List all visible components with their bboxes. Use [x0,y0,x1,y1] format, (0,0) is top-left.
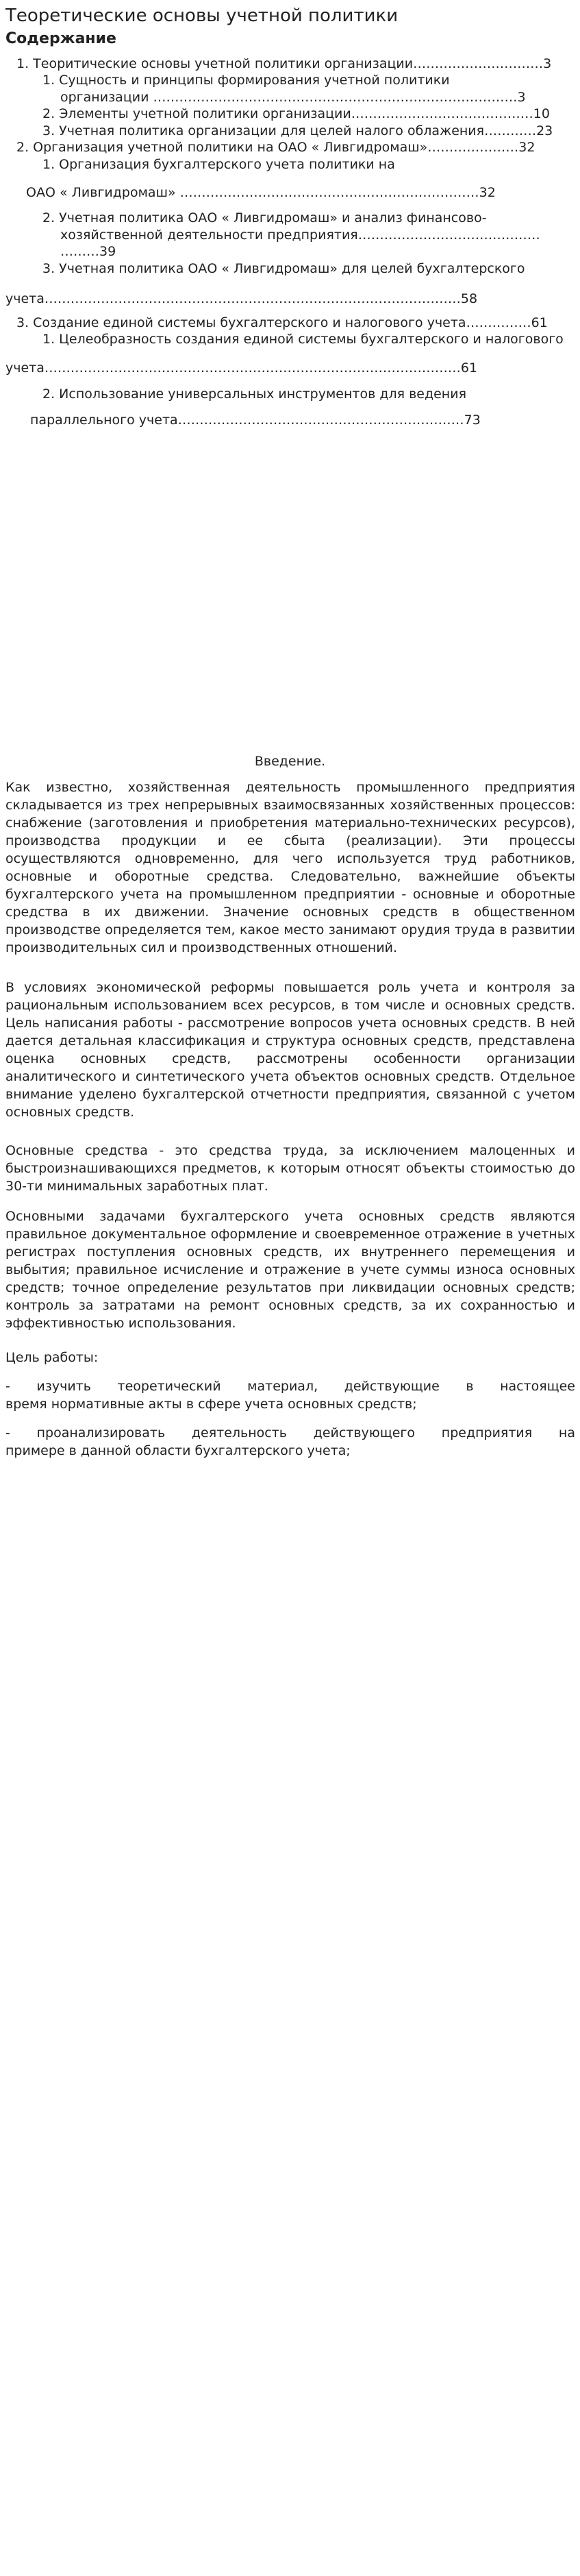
paragraph-line: оценка основных средств, рассмотрены особенности организации [5,1051,575,1066]
paragraph-line: 30-ти минимальных заработных плат. [5,1179,268,1194]
paragraph-line: регистрах поступления основных средств, их внутреннего перемещения и [5,1244,575,1260]
paragraph-line: дается детальная классификация и структура основных средств, представлена [5,1033,575,1048]
paragraph-line: эффективностью использования. [5,1316,236,1331]
paragraph-line: Основные средства - это средства труда, за исключением малоценных и [5,1143,575,1158]
paragraph-line: осуществляются одновременно, для чего используется труд работников, [5,851,575,866]
paragraph-line: основных средств. [5,1105,135,1120]
document-title: Теоретические основы учетной политики [5,5,399,26]
paragraph-line: правильное документальное оформление и своевременное отражение в учетных [5,1227,575,1242]
paragraph-line: - изучить теоретический материал, действующие в настоящее [5,1379,575,1394]
intro-heading: Введение. [254,754,326,769]
toc-entry: 2. Элементы учетной политики организации……………………………………10 [42,106,550,121]
paragraph-line: время нормативные акты в сфере учета основных средств; [5,1397,417,1412]
paragraph-line: выбытия; правильное исчисление и отражение в учете суммы износа основных [5,1262,575,1277]
paragraph-line: Цель работы: [5,1350,99,1365]
paragraph-line: Цель написания работы - рассмотрение вопросов учета основных средств. В ней [5,1016,575,1031]
toc-entry: организации …………………………………………………………………………3 [60,90,526,105]
paragraph-line: бухгалтерского учета на промышленном предприятии - основные и оборотные [5,887,575,902]
paragraph-line: аналитического и синтетического учета объектов основных средств. Отдельное [5,1069,575,1084]
toc-entry: 3. Создание единой системы бухгалтерского и налогового учета……………61 [16,315,548,330]
toc-entry: ………39 [60,244,116,259]
paragraph-line: производительных сил и производственных отношений. [5,940,398,955]
paragraph-line: рациональным использованием всех ресурсов, в том числе и основных средств. [5,998,575,1013]
body-paragraph [5,1424,575,1460]
toc-entry: 1. Сущность и принципы формирования учетной политики [42,73,450,88]
toc-entry: учета……………………………………………………………………………………58 [5,291,478,306]
toc-entry: параллельного учета…………………………………………………………73 [30,413,481,428]
paragraph-line: снабжение (заготовления и приобретения материально-технических ресурсов), [5,815,575,831]
toc-entry: 1. Целеобразность создания единой системы бухгалтерского и налогового [42,332,564,347]
toc-entry: 1. Теоритические основы учетной политики организации…………………………3 [16,56,552,71]
toc-entry: 2. Организация учетной политики на ОАО « Ливгидромаш»…………………32 [16,140,535,155]
toc-entry: 2. Учетная политика ОАО « Ливгидромаш» и анализ финансово- [42,210,487,225]
paragraph-line: Как известно, хозяйственная деятельность промышленного предприятия [5,780,575,795]
paragraph-line: В условиях экономической реформы повышается роль учета и контроля за [5,980,575,995]
paragraph-line: Основными задачами бухгалтерского учета основных средств являются [5,1209,575,1224]
paragraph-line: средств; точное определение результатов при ликвидации основных средств; [5,1280,575,1295]
paragraph-line: основные и оборотные средства. Следовательно, важнейшие объекты [5,869,575,884]
paragraph-line: - проанализировать деятельность действующего предприятия на [5,1425,575,1440]
paragraph-line: складывается из трех непрерывных взаимосвязанных хозяйственных процессов: [5,798,575,813]
paragraph-line: внимание уделено бухгалтерской отчетности предприятия, связанной с учетом [5,1087,575,1102]
toc-entry: 3. Учетная политика организации для целей налого облажения…………23 [42,123,553,138]
paragraph-line: средства в их движении. Значение основных средств в общественном [5,905,575,920]
body-paragraph [5,1207,575,1332]
body-paragraph [5,1377,575,1413]
paragraph-line: примере в данной области бухгалтерского учета; [5,1443,351,1458]
toc-entry: 3. Учетная политика ОАО « Ливгидромаш» для целей бухгалтерского [42,261,525,276]
toc-heading: Содержание [5,30,116,47]
toc-entry: 1. Организация бухгалтерского учета политики на [42,157,395,172]
body-paragraph [5,1142,575,1195]
body-paragraph [5,778,575,957]
body-paragraph [5,1349,575,1366]
toc-entry: ОАО « Ливгидромаш» ……………………………………………………………32 [26,185,496,200]
toc-entry: учета……………………………………………………………………………………61 [5,360,478,376]
toc-entry: 2. Использование универсальных инструментов для ведения [42,387,467,402]
paragraph-line: контроль за затратами на ремонт основных средств, за их сохранностью и [5,1298,575,1313]
paragraph-line: производстве определяется тем, какое место занимают орудия труда в развитии [5,922,575,937]
paragraph-line: производства продукции и ее сбыта (реализации). Эти процессы [5,833,575,848]
toc-entry: хозяйственной деятельности предприятия…………………………………… [60,228,540,243]
paragraph-line: быстроизнашивающихся предметов, к которым относят объекты стоимостью до [5,1161,575,1176]
body-paragraph [5,979,575,1121]
